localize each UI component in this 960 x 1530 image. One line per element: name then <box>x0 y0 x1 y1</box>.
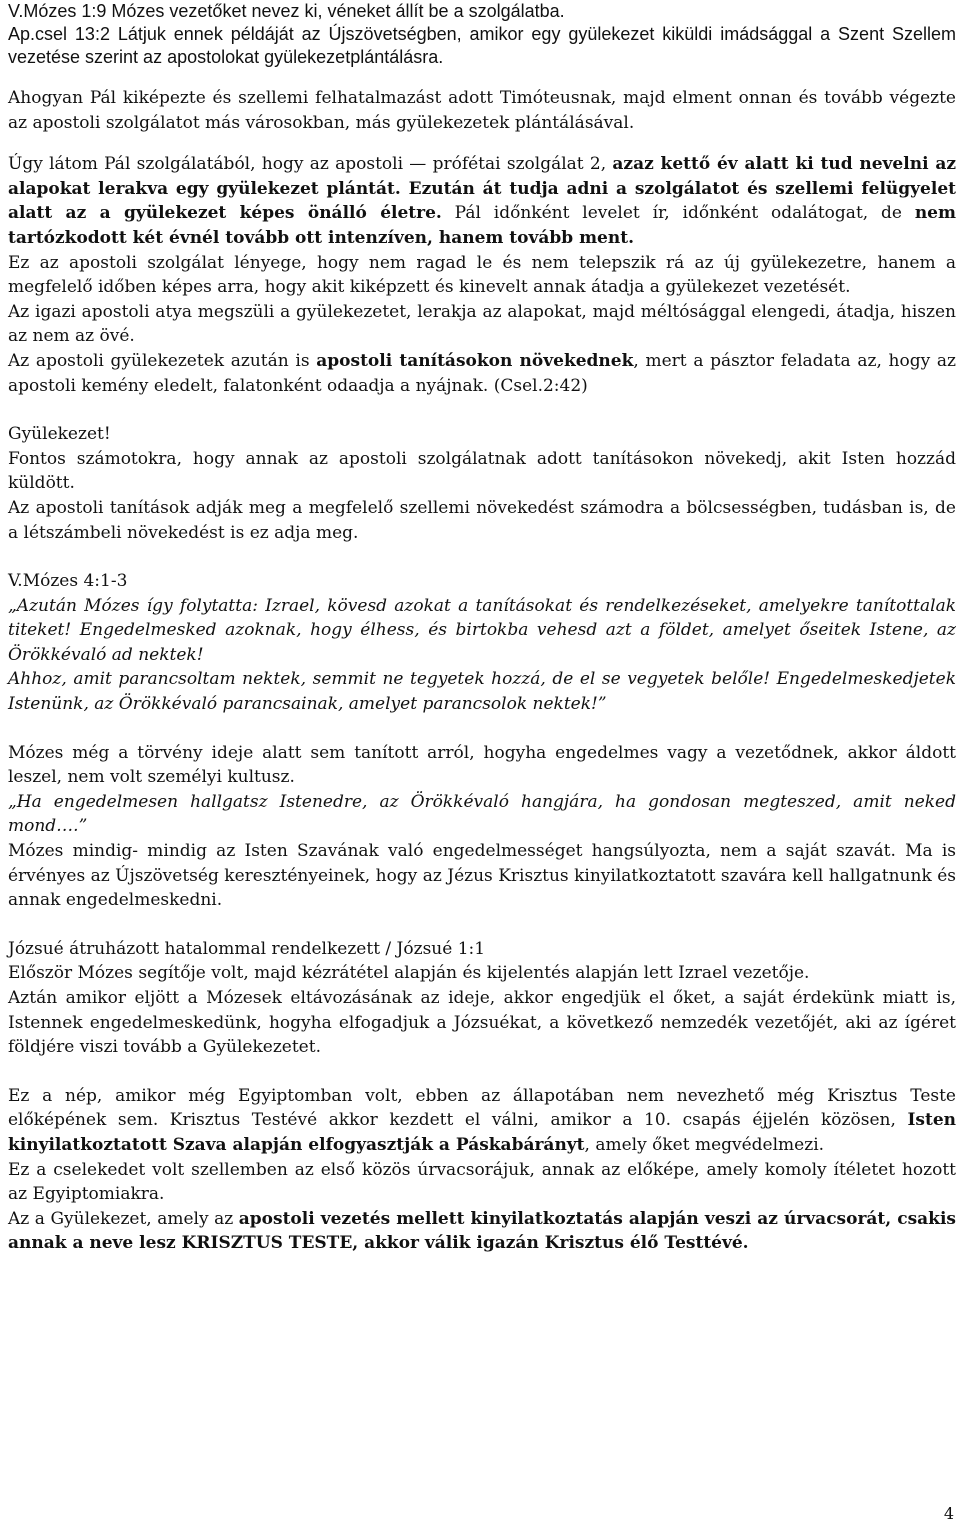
text-span: Pál időnként levelet ír, időnként odalátogat, de <box>441 203 915 224</box>
paragraph-moses-law: Mózes még a törvény ideje alatt sem tanított arról, hogyha engedelmes vagy a vezetődnek, akkor áldott leszel, nem volt személyi kultusz. <box>8 742 956 788</box>
paragraph-joshua-first: Először Mózes segítője volt, majd kézrátétel alapján és kijelentés alapján lett Izrael vezetője. <box>8 963 810 984</box>
scripture-quote-listen <box>8 790 956 839</box>
paragraph-moses-always: Mózes mindig- mindig az Isten Szavának való engedelmességet hangsúlyozta, nem a saját szavát. Ma is érvényes az Újszövetség keresztényeinek, hogy az Jézus Krisztus kinyilatkoztatott szavára kell hallgatnunk és annak engedelmeskedni. <box>8 841 956 911</box>
paragraph-two-years <box>8 152 956 250</box>
paragraph-apostolic-father: Az igazi apostoli atya megszüli a gyülekezetet, lerakja az alapokat, majd méltósággal elengedi, átadja, hiszen az nem az övé. <box>8 301 956 347</box>
paragraph-joshua-title: Józsué átruházott hatalommal rendelkezett / Józsué 1:1 <box>8 938 486 959</box>
text-span: , mert a pásztor feladata az, hogy az apostoli kemény eledelt, falatonként odaadja a nyájnak. (Csel.2:42) <box>8 350 957 396</box>
paragraph-essence: Ez az apostoli szolgálat lényege, hogy nem ragad le és nem telepszik rá az új gyülekezetre, hanem a megfelelő időben képes arra, hogy akit kiképzett és kinevelt annak átadja a gyülekezet vezetését. <box>8 252 956 298</box>
bold-span: apostoli tanításokon növekednek <box>316 350 634 371</box>
paragraph-growth <box>8 349 956 398</box>
intro-line-moses: V.Mózes 1:9 Mózes vezetőket nevez ki, véneket állít be a szolgálatba. <box>8 1 565 21</box>
paragraph-first-supper: Ez a cselekedet volt szellemben az első közös úrvacsorájuk, annak az előképe, amely komoly ítéletet hozott az Egyiptomiakra. <box>8 1159 956 1205</box>
paragraph-joshua-then: Aztán amikor eljött a Mózesek eltávozásának az ideje, akkor engedjük el őket, a saját érdekünk miatt is, Istennek engedelmeskedünk, hogyha elfogadjuk a Józsuékat, a következő nemzedék vezetőjét, aki az ígéret földjére viszi tovább a Gyülekezetet. <box>8 988 956 1058</box>
document-page <box>8 0 956 1256</box>
italic-span: Ahhoz, amit parancsoltam nektek, semmit ne tegyetek hozzá, de el se vegyetek belőle! Engedelmeskedjetek Istenünk, az Örökkévaló parancsainak, amelyet parancsolok nektek!” <box>8 669 956 715</box>
italic-span: „Ha engedelmesen hallgatsz Istenedre, az Örökkévaló hangjára, ha gondosan megteszed, amit neked mond….” <box>8 791 956 837</box>
bold-span: nem tartózkodott két évnél tovább ott intenzíven, hanem tovább ment. <box>8 203 956 248</box>
scripture-reference-deuteronomy: V.Mózes 4:1-3 <box>8 571 128 592</box>
paragraph-teachings: Az apostoli tanítások adják meg a megfelelő szellemi növekedést számodra a bölcsességben, tudásban is, de a létszámbeli növekedést is ez adja meg. <box>8 497 956 543</box>
text-span: Az a Gyülekezet, amely az <box>8 1208 239 1229</box>
text-span: Ez a nép, amikor még Egyiptomban volt, ebben az állapotában nem nevezhető még Krisztus Teste előképének sem. Krisztus Testévé akkor kezdett el válni, amikor a 10. csapás éjjelén közösen, <box>8 1085 956 1131</box>
text-span: Úgy látom Pál szolgálatából, hogy az apostoli — prófétai szolgálat 2, <box>8 154 613 175</box>
paragraph-final <box>8 1207 956 1256</box>
page-number: 4 <box>943 1504 954 1523</box>
paragraph-church-exclamation: Gyülekezet! <box>8 424 111 445</box>
paragraph-timothy: Ahogyan Pál kiképezte és szellemi felhatalmazást adott Timóteusnak, majd elment onnan és tovább végezte az apostoli szolgálatot más városokban, más gyülekezetek plántálásával. <box>8 88 956 133</box>
bold-span: Isten kinyilatkoztatott Szava alapján elfogyasztják a Páskabárányt <box>8 1110 956 1155</box>
paragraph-important: Fontos számotokra, hogy annak az apostoli szolgálatnak adott tanításokon növekedj, akit Isten hozzád küldött. <box>8 448 956 494</box>
intro-block <box>8 0 956 69</box>
text-span: Az apostoli gyülekezetek azután is <box>8 350 317 371</box>
intro-line-acts: Ap.csel 13:2 Látjuk ennek példáját az Újszövetségben, amikor egy gyülekezet kiküldi imádsággal a Szent Szellem vezetése szerint az apostolokat gyülekezetplántálásra. <box>8 24 956 67</box>
paragraph-egypt <box>8 1084 956 1158</box>
italic-span: „Azután Mózes így folytatta: Izrael, kövesd azokat a tanításokat és rendelkezéseket, amelyekre tanítottalak titeket! Engedelmesked azoknak, hogy élhess, és birtokba vehesd azt a földet, amelyet őseitek Istene, az Örökkévaló ad nektek! <box>8 595 956 665</box>
text-span: , amely őket megvédelmezi. <box>584 1134 825 1155</box>
bold-span: apostoli vezetés mellett kinyilatkoztatás alapján veszi az úrvacsorát, csakis annak a neve lesz KRISZTUS TESTE, akkor válik igazán Krisztus élő Testtévé. <box>8 1208 956 1254</box>
scripture-quote-deuteronomy-2 <box>8 667 956 716</box>
bold-span: azaz kettő év alatt ki tud nevelni az alapokat lerakva egy gyülekezet plántát. Ezután át tudja adni a szolgálatot és szellemi felügyelet alatt az a gyülekezet képes önálló életre. <box>8 154 956 224</box>
scripture-quote-deuteronomy-1 <box>8 594 956 668</box>
